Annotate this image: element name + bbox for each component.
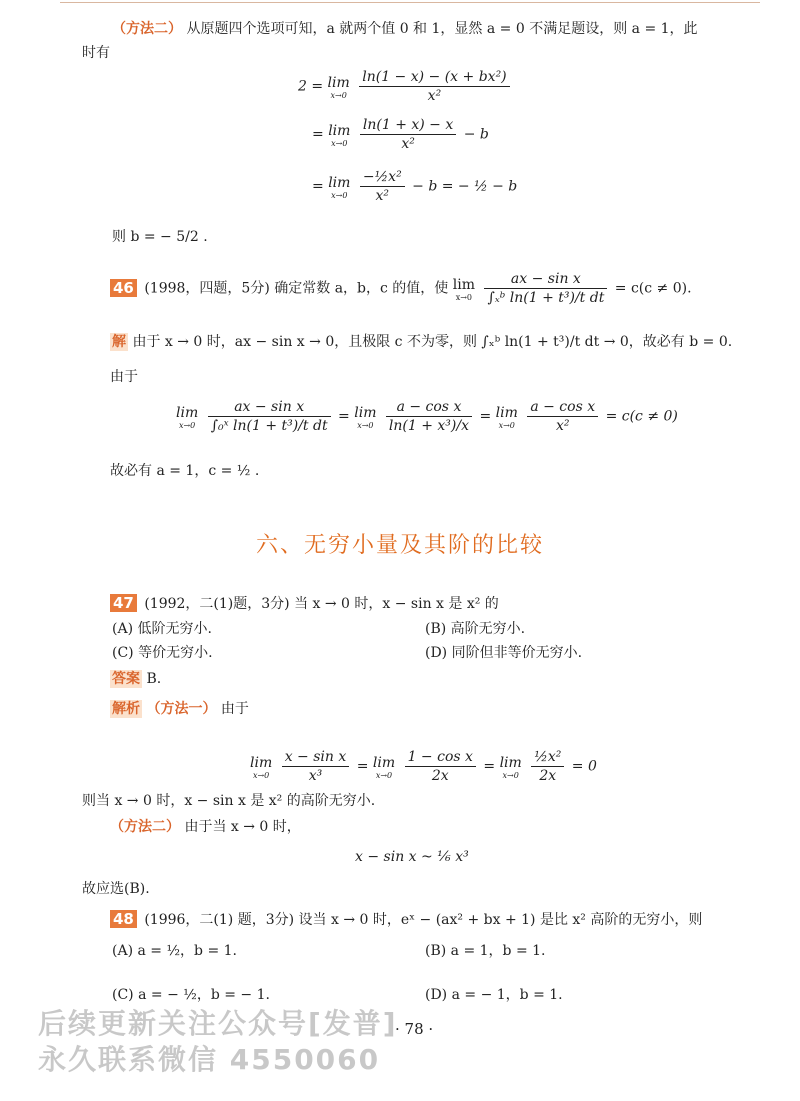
numerator: ax − sin x <box>208 398 331 417</box>
numerator: ln(1 + x) − x <box>360 116 456 135</box>
tail: = c(c ≠ 0). <box>614 280 692 297</box>
option-c: (C) 等价无穷小. <box>112 645 213 661</box>
denominator: x³ <box>308 768 323 784</box>
top-rule <box>60 2 760 3</box>
option-c: (C) a = − ½，b = − 1. <box>112 987 270 1003</box>
limit <box>373 754 395 780</box>
analysis-47 <box>110 700 249 718</box>
lim-sub: x→0 <box>375 770 393 780</box>
lim-sub: x→0 <box>330 90 347 100</box>
solution-tag: 解 <box>112 334 126 350</box>
denominator: x² <box>375 188 390 204</box>
tail: − b = − ½ − b <box>412 178 518 195</box>
limit <box>500 754 522 780</box>
analysis-tag: 解析 <box>112 701 140 717</box>
method-label: （方法一） <box>146 701 217 717</box>
lim-text: lim <box>327 74 350 91</box>
fraction <box>359 68 509 105</box>
limit <box>453 276 475 302</box>
lim-text: lim <box>354 404 377 421</box>
text-line: 则当 x → 0 时，x − sin x 是 x² 的高阶无穷小. <box>82 793 376 809</box>
numerator: x − sin x <box>282 748 350 767</box>
lim-text: lim <box>372 754 396 771</box>
fraction <box>360 168 405 205</box>
method-label: （方法二） <box>112 21 182 37</box>
lim-text: lim <box>452 276 475 293</box>
lim-text: lim <box>250 754 273 771</box>
question-text: (1992，二(1)题，3分) 当 x → 0 时，x − sin x 是 x² 的 <box>144 596 499 612</box>
solution-46 <box>110 333 732 351</box>
limit <box>328 174 350 200</box>
solution-text: 由于 x → 0 时，ax − sin x → 0，且极限 c 不为零，则 ∫ₓᵇ ln(1 + t³)/t dt → 0，故必有 b = 0. <box>132 334 733 350</box>
tail: = c(c ≠ 0) <box>605 408 678 425</box>
numerator: −½x² <box>360 168 405 187</box>
tail: − b <box>463 126 489 143</box>
lim-sub: x→0 <box>357 420 374 430</box>
fraction <box>386 398 472 435</box>
option-a: (A) 低阶无穷小. <box>112 621 212 637</box>
fraction <box>484 270 607 307</box>
numerator: ½x² <box>531 748 564 767</box>
limit <box>250 754 272 780</box>
fraction <box>527 398 598 435</box>
numerator: a − cos x <box>527 398 598 417</box>
method-label: （方法二） <box>110 819 180 835</box>
method-text: 由于当 x → 0 时， <box>184 819 301 835</box>
lim-text: lim <box>328 174 351 191</box>
option-d: (D) a = − 1，b = 1. <box>425 987 563 1003</box>
text-line: 故必有 a = 1，c = ½ . <box>110 463 260 479</box>
text-line: 故应选(B). <box>82 881 150 897</box>
lim-sub: x→0 <box>498 420 515 430</box>
equation-line-2: = lim x→0 $\frac{\ln(1 + x) - x}{\text{x²}}$ − b <box>312 117 489 152</box>
method-two-paragraph <box>112 20 698 38</box>
answer-47 <box>110 670 161 688</box>
limit <box>496 404 518 430</box>
answer-tag: 答案 <box>112 671 140 687</box>
numerator: ln(1 − x) − (x + bx²) <box>359 68 509 87</box>
equation-line-1 <box>298 68 513 105</box>
denominator: 2x <box>539 768 557 784</box>
question-48 <box>110 910 702 929</box>
question-text: (1998，四题，5分) 确定常数 a，b，c 的值，使 <box>144 280 449 297</box>
limit <box>328 122 350 148</box>
option-d: (D) 同阶但非等价无穷小. <box>425 645 583 661</box>
lim-text: lim <box>176 404 199 421</box>
watermark-line-1: 后续更新关注公众号[发普] <box>38 1007 398 1040</box>
equation-47: lim x→0 $\frac{\text{x − sin x}}{\text{x³}}$ = lim x→0 $\frac{\text{1 − cos x}}{2x}$ = lim x→0 $\frac{\text{½x²}}{2x}$ = 0 <box>250 749 597 784</box>
fraction <box>531 748 564 785</box>
question-number: 47 <box>110 594 137 612</box>
question-number: 46 <box>110 279 137 297</box>
option-a: (A) a = ½，b = 1. <box>112 943 237 959</box>
question-number: 48 <box>110 910 137 928</box>
equation-46: lim x→0 $\frac{\text{ax − sin x}}{\text{∫₀ˣ ln(1 + t³)/t dt}}$ = lim x→0 $\frac{\text{a − cos x}}{\text{ln(1 + x³)/x}}$ = lim x→0 $\frac{\text{a − cos x}}{\text{x²}}$ = c(c ≠ 0) <box>176 399 678 434</box>
page-number: · 78 · <box>395 1020 434 1038</box>
numerator: ax − sin x <box>484 270 607 289</box>
limit <box>354 404 376 430</box>
lim-sub: x→0 <box>331 190 348 200</box>
denominator: ∫₀ˣ ln(1 + t³)/t dt <box>210 418 328 434</box>
lim-sub: x→0 <box>252 770 270 780</box>
denominator: ∫ₓᵇ ln(1 + t³)/t dt <box>487 290 605 306</box>
method-text: 从原题四个选项可知，a 就两个值 0 和 1，显然 a = 0 不满足题设，则 a = 1，此 <box>186 21 698 37</box>
equation-47b: x − sin x ~ ⅙ x³ <box>355 849 469 865</box>
analysis-text: 由于 <box>220 701 249 717</box>
question-46 <box>110 270 692 307</box>
lim-sub: x→0 <box>455 292 473 302</box>
method-two-47 <box>110 818 301 836</box>
denominator: x² <box>427 88 442 104</box>
lim-sub: x→0 <box>178 420 196 430</box>
limit <box>176 404 198 430</box>
denominator: x² <box>555 418 570 434</box>
section-title: 六、无穷小量及其阶的比较 <box>255 533 544 558</box>
text-line: 时有 <box>82 45 110 61</box>
lim-text: lim <box>499 754 522 771</box>
text-line: 则 b = − 5/2 . <box>112 229 208 245</box>
option-b: (B) 高阶无穷小. <box>425 621 526 637</box>
denominator: x² <box>401 136 415 152</box>
denominator: ln(1 + x³)/x <box>388 418 469 434</box>
lim-text: lim <box>495 404 518 421</box>
denominator: 2x <box>431 768 449 784</box>
fraction <box>405 748 476 785</box>
question-text: (1996，二(1) 题，3分) 设当 x → 0 时，eˣ − (ax² + bx + 1) 是比 x² 高阶的无穷小，则 <box>144 912 703 928</box>
fraction <box>360 116 456 153</box>
numerator: 1 − cos x <box>405 748 476 767</box>
answer-text: B. <box>146 671 162 687</box>
lim-sub: x→0 <box>502 770 519 780</box>
equation-line-3: = lim x→0 $\frac{\text{−½x²}}{\text{x²}}$ − b = − ½ − b <box>312 169 518 204</box>
question-47 <box>110 594 499 613</box>
eq-left: 2 = <box>298 78 324 95</box>
text-line: 由于 <box>110 369 138 385</box>
fraction <box>208 398 331 435</box>
lim-text: lim <box>328 122 351 139</box>
numerator: a − cos x <box>386 398 472 417</box>
option-b: (B) a = 1，b = 1. <box>425 943 546 959</box>
tail: = 0 <box>571 758 597 775</box>
fraction <box>282 748 350 785</box>
limit <box>328 74 350 100</box>
watermark-line-2: 永久联系微信 4550060 <box>38 1043 381 1076</box>
lim-sub: x→0 <box>331 138 348 148</box>
